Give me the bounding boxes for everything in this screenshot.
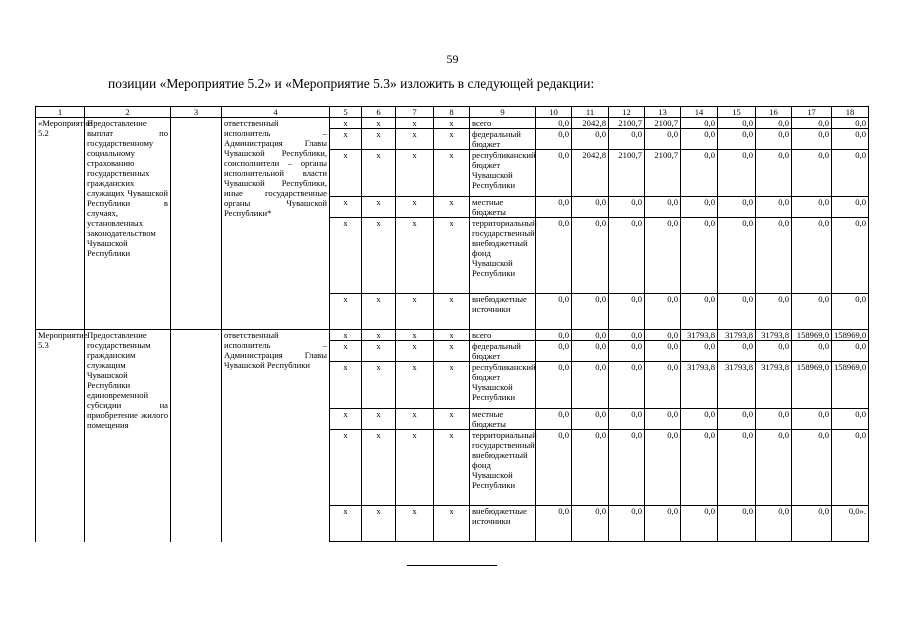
code-cell: x xyxy=(396,409,434,430)
code-cell: x xyxy=(362,294,396,330)
code-cell: x xyxy=(434,294,470,330)
header-cell: 9 xyxy=(470,107,536,118)
value-cell: 0,0 xyxy=(681,409,718,430)
value-cell: 0,0 xyxy=(832,409,869,430)
funding-source-cell: внебюджетные источники xyxy=(470,294,536,330)
header-cell: 4 xyxy=(222,107,330,118)
value-cell: 158969,0 xyxy=(792,330,832,341)
header-cell: 15 xyxy=(718,107,756,118)
funding-source-cell: внебюджетные источники xyxy=(470,506,536,542)
value-cell: 31793,8 xyxy=(756,362,792,409)
value-cell: 31793,8 xyxy=(756,330,792,341)
code-cell: x xyxy=(396,129,434,150)
value-cell: 0,0 xyxy=(536,341,572,362)
value-cell: 0,0 xyxy=(681,118,718,129)
value-cell: 0,0 xyxy=(609,197,645,218)
code-cell: x xyxy=(434,430,470,506)
code-cell: x xyxy=(330,506,362,542)
code-cell: x xyxy=(330,430,362,506)
value-cell: 0,0 xyxy=(718,150,756,197)
code-cell: x xyxy=(434,150,470,197)
code-cell: x xyxy=(434,218,470,294)
code-cell: x xyxy=(330,218,362,294)
value-cell: 158969,0 xyxy=(832,330,869,341)
code-cell: x xyxy=(362,409,396,430)
code-cell: x xyxy=(434,506,470,542)
value-cell: 0,0 xyxy=(681,197,718,218)
value-cell: 0,0 xyxy=(536,506,572,542)
value-cell: 158969,0 xyxy=(832,362,869,409)
funding-source-cell: федеральный бюджет xyxy=(470,129,536,150)
value-cell: 0,0 xyxy=(609,409,645,430)
value-cell: 0,0». xyxy=(832,506,869,542)
value-cell: 0,0 xyxy=(572,506,609,542)
code-cell: x xyxy=(362,341,396,362)
value-cell: 0,0 xyxy=(536,197,572,218)
value-cell: 0,0 xyxy=(832,218,869,294)
code-cell: x xyxy=(396,362,434,409)
code-cell: x xyxy=(362,118,396,129)
value-cell: 0,0 xyxy=(572,430,609,506)
value-cell: 0,0 xyxy=(718,341,756,362)
code-cell: x xyxy=(362,506,396,542)
value-cell: 0,0 xyxy=(792,294,832,330)
value-cell: 0,0 xyxy=(718,409,756,430)
value-cell: 0,0 xyxy=(792,341,832,362)
value-cell: 0,0 xyxy=(536,294,572,330)
value-cell: 0,0 xyxy=(756,150,792,197)
value-cell: 0,0 xyxy=(756,506,792,542)
code-cell: x xyxy=(330,341,362,362)
code-cell: x xyxy=(362,197,396,218)
funding-source-cell: территориальный государственный внебюджетный фонд Чувашской Республики xyxy=(470,430,536,506)
header-cell: 17 xyxy=(792,107,832,118)
value-cell: 0,0 xyxy=(536,150,572,197)
code-cell: x xyxy=(330,197,362,218)
value-cell: 0,0 xyxy=(536,129,572,150)
code-cell: x xyxy=(434,197,470,218)
code-cell: x xyxy=(396,118,434,129)
value-cell: 0,0 xyxy=(681,430,718,506)
value-cell: 158969,0 xyxy=(792,362,832,409)
value-cell: 31793,8 xyxy=(718,362,756,409)
value-cell: 2100,7 xyxy=(645,118,681,129)
value-cell: 0,0 xyxy=(792,506,832,542)
funding-source-cell: всего xyxy=(470,330,536,341)
value-cell: 0,0 xyxy=(718,197,756,218)
value-cell: 0,0 xyxy=(792,409,832,430)
value-cell: 0,0 xyxy=(832,294,869,330)
value-cell: 0,0 xyxy=(792,129,832,150)
value-cell: 0,0 xyxy=(572,218,609,294)
header-cell: 5 xyxy=(330,107,362,118)
code-cell: x xyxy=(396,341,434,362)
header-cell: 8 xyxy=(434,107,470,118)
value-cell: 0,0 xyxy=(756,118,792,129)
value-cell: 2042,8 xyxy=(572,118,609,129)
value-cell: 0,0 xyxy=(832,197,869,218)
code-cell: x xyxy=(330,330,362,341)
code-cell: x xyxy=(362,218,396,294)
code-cell: x xyxy=(396,150,434,197)
header-cell: 7 xyxy=(396,107,434,118)
value-cell: 0,0 xyxy=(645,506,681,542)
value-cell: 2100,7 xyxy=(645,150,681,197)
header-cell: 1 xyxy=(36,107,85,118)
value-cell: 0,0 xyxy=(681,150,718,197)
funding-source-cell: федеральный бюджет xyxy=(470,341,536,362)
value-cell: 0,0 xyxy=(536,330,572,341)
value-cell: 0,0 xyxy=(756,409,792,430)
value-cell: 0,0 xyxy=(792,197,832,218)
value-cell: 0,0 xyxy=(718,294,756,330)
measure-name-cell: Предоставление государственным гражданским служащим Чувашской Республики единовременной субсидии на приобретение жилого помещения xyxy=(85,330,171,542)
header-cell: 13 xyxy=(645,107,681,118)
code-cell: x xyxy=(396,506,434,542)
value-cell: 0,0 xyxy=(536,118,572,129)
measure-name-cell: Предоставление выплат по государственному социальному страхованию государственных гражданских служащих Чувашской Республики в случаях, установленных законодательством Чувашской Республики xyxy=(85,118,171,330)
value-cell: 0,0 xyxy=(645,294,681,330)
program-table xyxy=(35,106,869,542)
value-cell: 0,0 xyxy=(681,506,718,542)
value-cell: 0,0 xyxy=(572,129,609,150)
value-cell: 0,0 xyxy=(756,341,792,362)
value-cell: 0,0 xyxy=(645,218,681,294)
value-cell: 0,0 xyxy=(609,330,645,341)
value-cell: 0,0 xyxy=(572,330,609,341)
value-cell: 0,0 xyxy=(832,430,869,506)
funding-source-cell: республиканский бюджет Чувашской Республики xyxy=(470,362,536,409)
code-cell: x xyxy=(434,341,470,362)
value-cell: 0,0 xyxy=(718,118,756,129)
value-cell: 31793,8 xyxy=(681,330,718,341)
value-cell: 31793,8 xyxy=(718,330,756,341)
value-cell: 0,0 xyxy=(792,430,832,506)
header-cell: 3 xyxy=(171,107,222,118)
value-cell: 0,0 xyxy=(645,409,681,430)
code-cell: x xyxy=(434,409,470,430)
funding-source-cell: местные бюджеты xyxy=(470,409,536,430)
value-cell: 0,0 xyxy=(832,341,869,362)
value-cell: 0,0 xyxy=(718,129,756,150)
value-cell: 0,0 xyxy=(609,506,645,542)
value-cell: 31793,8 xyxy=(681,362,718,409)
code-cell: x xyxy=(434,330,470,341)
footnote-divider xyxy=(407,565,497,566)
value-cell: 0,0 xyxy=(645,430,681,506)
header-cell: 2 xyxy=(85,107,171,118)
funding-source-cell: местные бюджеты xyxy=(470,197,536,218)
header-cell: 10 xyxy=(536,107,572,118)
value-cell: 0,0 xyxy=(572,409,609,430)
executor-cell: ответственный исполнитель – Администрация Главы Чувашской Республики, соисполнители – органы исполнительной власти Чувашской Республики, иные государственные органы Чувашской Республики* xyxy=(222,118,330,330)
value-cell: 0,0 xyxy=(792,118,832,129)
value-cell: 0,0 xyxy=(645,330,681,341)
funding-source-cell: всего xyxy=(470,118,536,129)
value-cell: 0,0 xyxy=(572,197,609,218)
header-cell: 16 xyxy=(756,107,792,118)
code-cell: x xyxy=(396,330,434,341)
value-cell: 0,0 xyxy=(609,362,645,409)
value-cell: 0,0 xyxy=(832,129,869,150)
value-cell: 0,0 xyxy=(609,430,645,506)
code-cell: x xyxy=(330,409,362,430)
code-cell: x xyxy=(362,430,396,506)
value-cell: 0,0 xyxy=(536,430,572,506)
value-cell: 0,0 xyxy=(609,218,645,294)
code-cell: x xyxy=(330,118,362,129)
code-cell: x xyxy=(434,129,470,150)
value-cell: 0,0 xyxy=(536,409,572,430)
header-cell: 12 xyxy=(609,107,645,118)
intro-text: позиции «Мероприятие 5.2» и «Мероприятие 5.3» изложить в следующей редакции: xyxy=(108,76,595,91)
value-cell: 0,0 xyxy=(756,430,792,506)
value-cell: 2100,7 xyxy=(609,118,645,129)
measure-code-cell: «Мероприятие 5.2 xyxy=(36,118,85,330)
code-cell: x xyxy=(434,362,470,409)
value-cell: 0,0 xyxy=(645,362,681,409)
code-cell: x xyxy=(396,294,434,330)
code-cell: x xyxy=(362,362,396,409)
value-cell: 0,0 xyxy=(718,218,756,294)
value-cell: 0,0 xyxy=(832,150,869,197)
code-cell: x xyxy=(362,129,396,150)
value-cell: 0,0 xyxy=(609,341,645,362)
funding-source-cell: республиканский бюджет Чувашской Республики xyxy=(470,150,536,197)
header-cell: 18 xyxy=(832,107,869,118)
value-cell: 0,0 xyxy=(718,506,756,542)
empty-cell xyxy=(171,118,222,330)
table-row xyxy=(36,118,869,129)
value-cell: 0,0 xyxy=(645,197,681,218)
value-cell: 0,0 xyxy=(572,341,609,362)
value-cell: 2100,7 xyxy=(609,150,645,197)
header-cell: 14 xyxy=(681,107,718,118)
value-cell: 0,0 xyxy=(756,129,792,150)
measure-code-cell: Мероприятие 5.3 xyxy=(36,330,85,542)
value-cell: 0,0 xyxy=(609,294,645,330)
value-cell: 0,0 xyxy=(792,150,832,197)
value-cell: 0,0 xyxy=(536,218,572,294)
value-cell: 0,0 xyxy=(681,218,718,294)
code-cell: x xyxy=(396,430,434,506)
value-cell: 0,0 xyxy=(645,341,681,362)
value-cell: 0,0 xyxy=(645,129,681,150)
code-cell: x xyxy=(434,118,470,129)
header-row xyxy=(36,107,869,118)
value-cell: 0,0 xyxy=(536,362,572,409)
value-cell: 2042,8 xyxy=(572,150,609,197)
page-number: 59 xyxy=(446,52,459,66)
code-cell: x xyxy=(330,294,362,330)
code-cell: x xyxy=(330,129,362,150)
code-cell: x xyxy=(330,150,362,197)
value-cell: 0,0 xyxy=(681,341,718,362)
value-cell: 0,0 xyxy=(832,118,869,129)
value-cell: 0,0 xyxy=(681,294,718,330)
value-cell: 0,0 xyxy=(792,218,832,294)
executor-cell: ответственный исполнитель – Администрация Главы Чувашской Республики xyxy=(222,330,330,542)
table-row xyxy=(36,330,869,341)
value-cell: 0,0 xyxy=(756,197,792,218)
code-cell: x xyxy=(396,218,434,294)
empty-cell xyxy=(171,330,222,542)
value-cell: 0,0 xyxy=(718,430,756,506)
code-cell: x xyxy=(396,197,434,218)
funding-source-cell: территориальный государственный внебюджетный фонд Чувашской Республики xyxy=(470,218,536,294)
code-cell: x xyxy=(362,330,396,341)
code-cell: x xyxy=(362,150,396,197)
value-cell: 0,0 xyxy=(572,294,609,330)
code-cell: x xyxy=(330,362,362,409)
value-cell: 0,0 xyxy=(572,362,609,409)
value-cell: 0,0 xyxy=(609,129,645,150)
header-cell: 11 xyxy=(572,107,609,118)
header-cell: 6 xyxy=(362,107,396,118)
value-cell: 0,0 xyxy=(681,129,718,150)
value-cell: 0,0 xyxy=(756,294,792,330)
value-cell: 0,0 xyxy=(756,218,792,294)
